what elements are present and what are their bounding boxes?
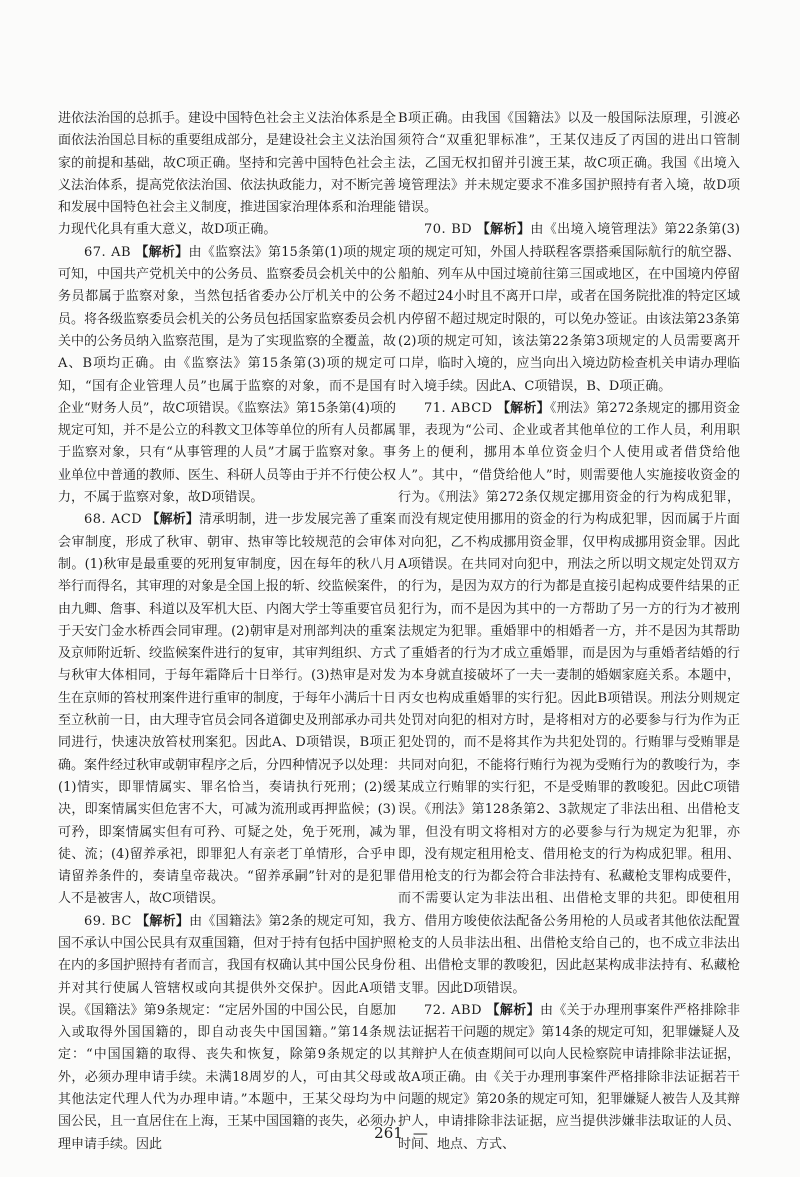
page-footer	[0, 1124, 800, 1142]
answer-item-67	[58, 242, 396, 510]
answer-number: 67. AB	[84, 244, 132, 260]
answer-number: 72. ABD	[424, 1002, 483, 1018]
answer-text: 由《国籍法》第2条的规定可知，我国不承认中国公民具有双重国籍，但对于持有包括中国护照在内的多国护照持有者而言，我国有权确认其中国公民身份并对其行使属人管辖权或向其提供外交保护。因此A项错误。《国籍法》第9条规定：“定居外国的中国公民，自愿加入或取得外国国籍的，即自动丧失中国国籍。”第14条规定：“中国国籍的取得、丧失和恢复，除第9条规定的以外，必须办理申请手续。未满18周岁的人，可由其父母或其他法定代理人代为办理申请。”本题中，王某父母均为中国公民，且一直居住在上海，王某中国国籍的丧失，必须办理申请手续。因此	[58, 913, 397, 1152]
right-intro-paragraph: B项正确。由我国《国籍法》以及一般国际法原理，引渡必须符合“双重犯罪标准”，王某仅违反了丙国的进出口管制法，乙国无权扣留并引渡王某，故C项正确。我国《出境入境管理法》并未规定要求不准多国护照持有者入境，故D项错误。	[398, 111, 740, 216]
answer-text: 由《关于办理刑事案件严格排除非法证据若干问题的规定》第14条的规定可知，犯罪嫌疑人及其辩护人在侦查期间可以向人民检察院申请排除非法证据，故A项正确。由《关于办理刑事案件严格排除非法证据若干问题的规定》第20条的规定可知，犯罪嫌疑人被告人及其辩护人，申请排除非法证据，应当提供涉嫌非法取证的人员、时间、地点、方式、	[398, 1002, 740, 1152]
left-column	[58, 108, 396, 1156]
answer-item-68	[58, 509, 396, 910]
answer-text: 清承明制，进一步发展完善了重案会审制度，形成了秋审、朝审、热审等比较规范的会审体制。(1)秋审是最重要的死刑复审制度，因在每年的秋八月举行而得名，其审理的对象是全国上报的斩、绞监候案件，由九卿、詹事、科道以及军机大臣、内阁大学士等重要官员于天安门金水桥西会同审理。(2)朝审是对刑部判决的重案及京师附近斩、绞监候案件进行的复审，其审判组织、方式与秋审大体相同，于每年霜降后十日举行。(3)热审是对发生在京师的笞杖刑案件进行重审的制度，于每年小满后十日至立秋前一日，由大理寺官员会同各道御史及刑部承办司共同进行，快速决放笞杖刑案犯。因此A、D项错误，B项正确。案件经过秋审或朝审程序之后，分四种情况予以处理：(1)情实，即罪情属实、罪名恰当，奏请执行死刑；(2)缓决，即案情属实但危害不大，可减为流刑或再押监候；(3)可矜，即案情属实但有可矜、可疑之处，免于死刑，减为徒、流；(4)留养承祀，即罪犯人有亲老丁单情形，合乎申请留养条件的，奏请皇帝裁决。“留养承嗣”针对的是犯罪人不是被害人，故C项错误。	[58, 512, 397, 907]
analysis-tag: 【解析】	[476, 222, 531, 238]
page-number: 261	[374, 1124, 403, 1142]
analysis-tag: 【解析】	[486, 1002, 540, 1018]
answer-number: 71. ABCD	[424, 400, 493, 416]
left-intro-paragraph: 进依法治国的总抓手。建设中国特色社会主义法治体系是全面依法治国总目标的重要组成部分，是建设社会主义法治国家的前提和基础，故C项正确。坚持和完善中国特色社会主义法治体系，提高党依法治国、依法执政能力，对不断完善和发展中国特色社会主义制度，推进国家治理体系和治理能力现代化具有重大意义，故D项正确。	[58, 111, 397, 238]
answer-item-71	[398, 398, 740, 1000]
answer-text: 由《监察法》第15条第(1)项的规定可知，中国共产党机关中的公务员、监察委员会机关中的公务员都属于监察对象，当然包括省委办公厅机关中的公务员。将各级监察委员会机关的公务员包括国家监察委员会机关中的公务员纳入监察范围，是为了实现监察的全覆盖，故A、B项均正确。由《监察法》第15条第(3)项的规定可知，“国有企业管理人员”也属于监察的对象，而不是国有企业“财务人员”，故C项错误。《监察法》第15条第(4)项的规定可知，并不是公立的科教文卫体等单位的所有人员都属于监察对象，只有“从事管理的人员”才属于监察对象。事业单位中普通的教师、医生、科研人员等由于并不行使公权力，不属于监察对象，故D项错误。	[58, 244, 397, 506]
analysis-tag: 【解析】	[146, 512, 200, 528]
footer-dash: —	[412, 1124, 426, 1142]
analysis-tag: 【解析】	[136, 913, 190, 929]
answer-number: 70. BD	[424, 222, 473, 238]
answer-number: 69. BC	[84, 913, 132, 929]
answer-text: 《刑法》第272条规定的挪用资金罪，表现为“公司、企业或者其他单位的工作人员，利用职务上的便利，挪用本单位资金归个人使用或者借贷给他人”。其中，“借贷给他人”时，则需要他人实施接收资金的行为。《刑法》第272条仅规定挪用资金的行为构成犯罪，而没有规定使用挪用的资金的行为构成犯罪，因而属于片面对向犯，乙不构成挪用资金罪，仅甲构成挪用资金罪。因此A项错误。在共同对向犯中，刑法之所以明文规定处罚双方的行为，是因为双方的行为都是直接引起构成要件结果的正犯行为，而不是因为其中的一方帮助了另一方的行为才被刑法规定为犯罪。重婚罪中的相婚者一方，并不是因为其帮助了重婚者的行为才成立重婚罪，而是因为与重婚者结婚的行为本身就直接破坏了一夫一妻制的婚姻家庭关系。本题中，丙女也构成重婚罪的实行犯。因此B项错误。刑法分则规定处罚对向犯的相对方时，是将相对方的必要参与行为作为正犯处罚的，而不是将其作为共犯处罚的。行贿罪与受贿罪是共同对向犯，不能将行贿行为视为受贿行为的教唆行为，李某成立行贿罪的实行犯，不是受贿罪的教唆犯。因此C项错误。《刑法》第128条第2、3款规定了非法出租、出借枪支罪，但没有明文将相对方的必要参与行为规定为犯罪，亦即，没有规定租用枪支、借用枪支的行为构成犯罪。租用、借用枪支的行为都会符合非法持有、私藏枪支罪构成要件，而不需要认定为非法出租、出借枪支罪的共犯。即使租用方、借用方唆使依法配备公务用枪的人员或者其他依法配置枪支的人员非法出租、出借枪支给自己的，也不成立非法出租、出借枪支罪的教唆犯，因此赵某构成非法持有、私藏枪支罪。因此D项错误。	[398, 400, 740, 996]
analysis-tag: 【解析】	[135, 244, 189, 260]
answer-number: 68. ACD	[84, 512, 143, 528]
answer-item-70	[398, 219, 740, 397]
right-column	[398, 108, 740, 1156]
answer-item-69	[58, 911, 396, 1156]
answer-text: 由《出境入境管理法》第22条第(3)项的规定可知，外国人持联程客票搭乘国际航行的航空器、船舶、列车从中国过境前往第三国或地区，在中国境内停留不超过24小时且不离开口岸，或者在国务院批准的特定区域内停留不超过规定时限的，可以免办签证。由该法第23条第(2)项的规定可知，该法第22条第3项规定的人员需要离开口岸，临时入境的，应当向出入境边防检查机关申请办理临时入境手续。因此A、C项错误，B、D项正确。	[398, 222, 740, 394]
analysis-tag: 【解析】	[496, 400, 550, 416]
